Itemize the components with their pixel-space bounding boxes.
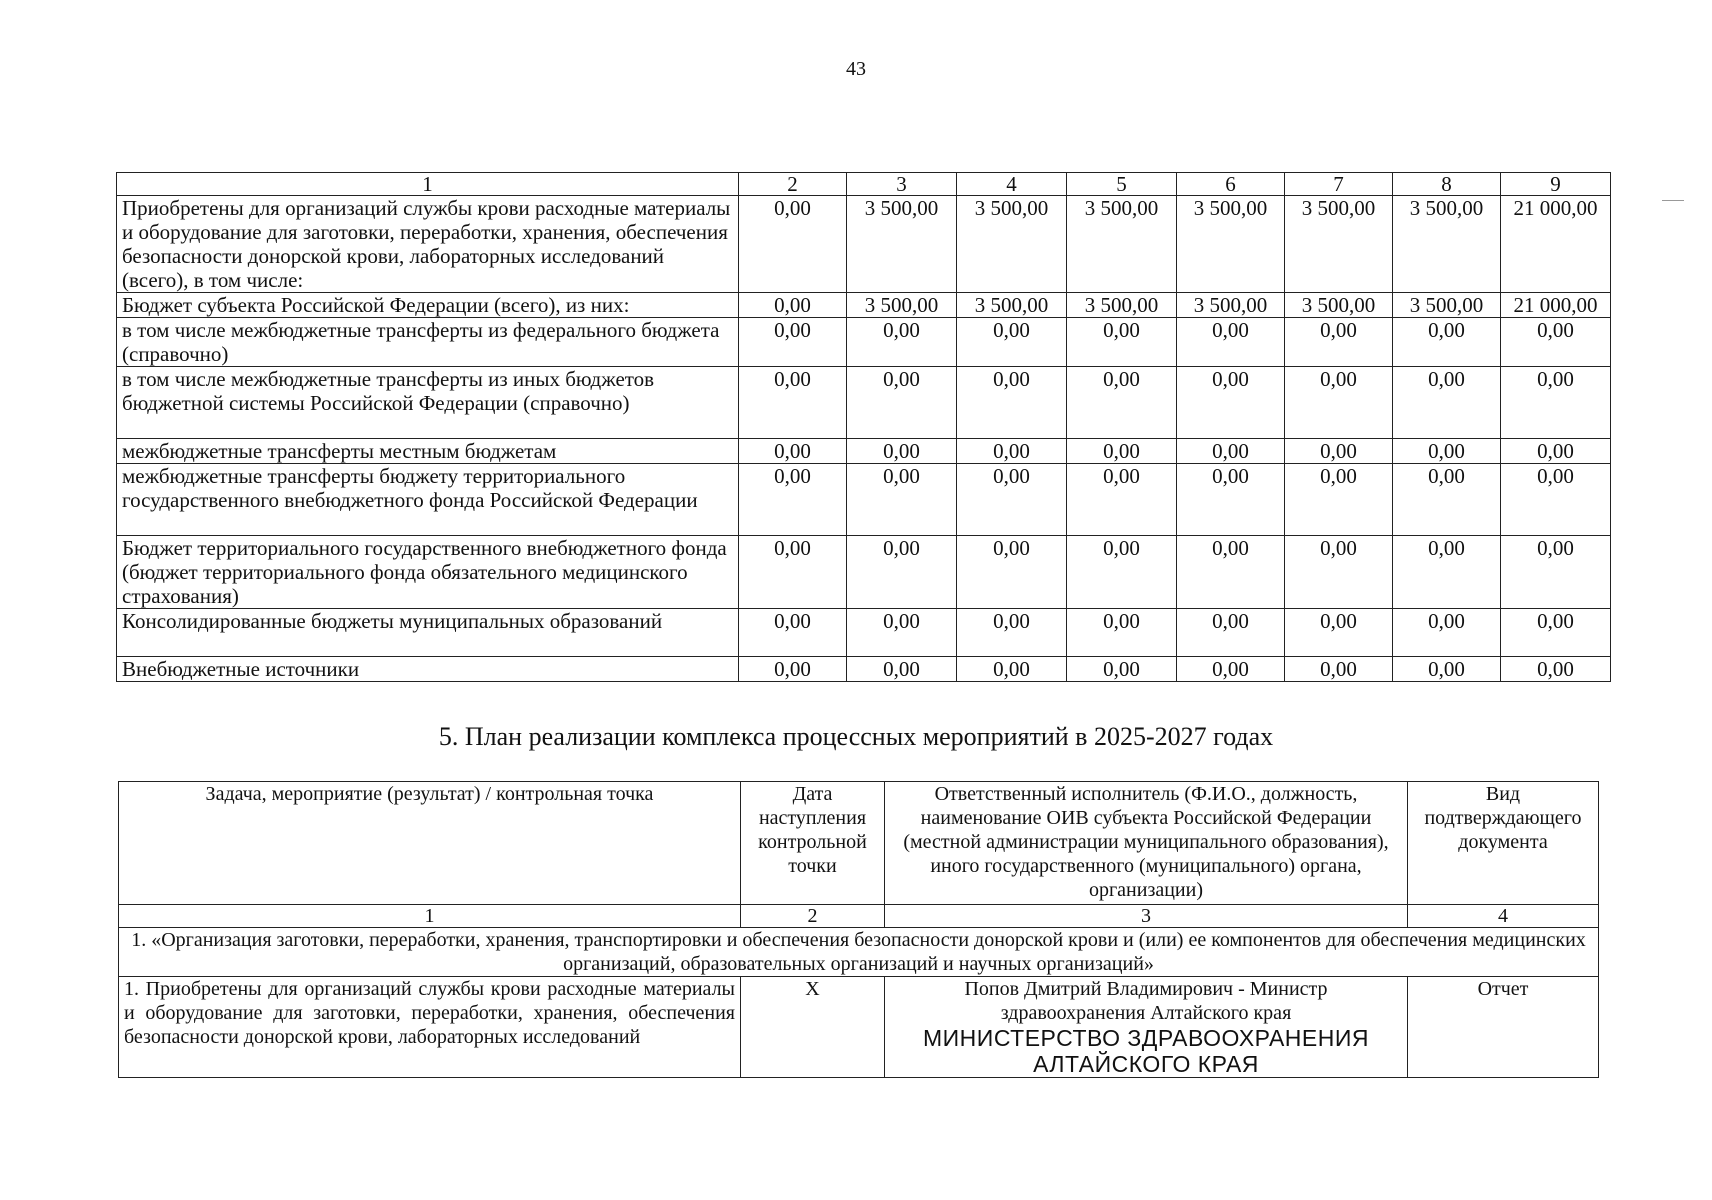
column-number: 3 — [847, 173, 957, 196]
finance-row — [117, 293, 1611, 318]
finance-value: 0,00 — [1501, 609, 1611, 657]
finance-value: 0,00 — [847, 439, 957, 464]
finance-value: 3 500,00 — [957, 196, 1067, 293]
finance-row-label: Бюджет субъекта Российской Федерации (всего), из них: — [117, 293, 739, 318]
finance-value: 0,00 — [847, 536, 957, 609]
finance-value: 0,00 — [1393, 464, 1501, 536]
finance-value: 0,00 — [1393, 657, 1501, 682]
finance-row-label: в том числе межбюджетные трансферты из иных бюджетов бюджетной системы Российской Федерации (справочно) — [117, 367, 739, 439]
column-number: 2 — [739, 173, 847, 196]
finance-row-label: Консолидированные бюджеты муниципальных образований — [117, 609, 739, 657]
finance-value: 0,00 — [1177, 367, 1285, 439]
finance-value: 0,00 — [1177, 464, 1285, 536]
finance-row — [117, 439, 1611, 464]
plan-header-row — [119, 782, 1599, 905]
task-title: 1. «Организация заготовки, переработки, хранения, транспортировки и обеспечения безопасности донорской крови и (или) ее компонентов для обеспечения медицинских организаций, образовательных организаций и научных организаций» — [119, 928, 1599, 977]
finance-row — [117, 657, 1611, 682]
finance-value: 0,00 — [1501, 536, 1611, 609]
finance-value: 0,00 — [1393, 609, 1501, 657]
margin-mark — [1662, 200, 1684, 201]
finance-value: 0,00 — [1177, 439, 1285, 464]
finance-value: 0,00 — [739, 196, 847, 293]
finance-value: 0,00 — [1501, 439, 1611, 464]
column-number: 4 — [1408, 905, 1599, 928]
column-number: 8 — [1393, 173, 1501, 196]
finance-value: 0,00 — [1067, 367, 1177, 439]
event-date: X — [741, 977, 885, 1078]
event-document: Отчет — [1408, 977, 1599, 1078]
column-number: 1 — [119, 905, 741, 928]
column-number: 6 — [1177, 173, 1285, 196]
finance-row-label: Приобретены для организаций службы крови расходные материалы и оборудование для заготовки, переработки, хранения, обеспечения безопасности донорской крови, лабораторных исследований (всего), в том числе: — [117, 196, 739, 293]
finance-row — [117, 318, 1611, 367]
finance-value: 0,00 — [1501, 318, 1611, 367]
finance-value: 0,00 — [1067, 464, 1177, 536]
finance-value: 0,00 — [957, 439, 1067, 464]
finance-table-body — [117, 173, 1611, 682]
event-name: 1. Приобретены для организаций службы крови расходные материалы и оборудование для заготовки, переработки, хранения, обеспечения безопасности донорской крови, лабораторных исследований — [119, 977, 741, 1078]
finance-value: 3 500,00 — [1177, 293, 1285, 318]
finance-value: 0,00 — [1285, 439, 1393, 464]
finance-value: 0,00 — [847, 464, 957, 536]
finance-value: 21 000,00 — [1501, 293, 1611, 318]
plan-event-row — [119, 977, 1599, 1078]
column-number: 5 — [1067, 173, 1177, 196]
finance-value: 3 500,00 — [1285, 196, 1393, 293]
plan-header-task: Задача, мероприятие (результат) / контрольная точка — [119, 782, 741, 905]
column-number: 4 — [957, 173, 1067, 196]
finance-value: 0,00 — [1285, 367, 1393, 439]
column-number: 9 — [1501, 173, 1611, 196]
finance-value: 0,00 — [1067, 536, 1177, 609]
finance-value: 0,00 — [1177, 609, 1285, 657]
event-executor-cell — [885, 977, 1408, 1078]
finance-value: 3 500,00 — [847, 196, 957, 293]
finance-row-label: межбюджетные трансферты бюджету территориального государственного внебюджетного фонда Российской Федерации — [117, 464, 739, 536]
column-number: 1 — [117, 173, 739, 196]
finance-value: 3 500,00 — [847, 293, 957, 318]
finance-value: 0,00 — [1501, 464, 1611, 536]
finance-value: 0,00 — [957, 536, 1067, 609]
finance-value: 0,00 — [1067, 657, 1177, 682]
plan-header-executor: Ответственный исполнитель (Ф.И.О., должность, наименование ОИВ субъекта Российской Федерации (местной администрации муниципального образования), иного государственного (муниципального) органа, организации) — [885, 782, 1408, 905]
finance-value: 0,00 — [957, 657, 1067, 682]
finance-value: 0,00 — [1285, 609, 1393, 657]
finance-value: 0,00 — [957, 367, 1067, 439]
column-number-row — [117, 173, 1611, 196]
finance-value: 0,00 — [739, 367, 847, 439]
organization-stamp-line-2: АЛТАЙСКОГО КРАЯ — [1033, 1051, 1259, 1077]
plan-header-document: Вид подтверждающего документа — [1408, 782, 1599, 905]
finance-value: 0,00 — [739, 439, 847, 464]
finance-value: 3 500,00 — [957, 293, 1067, 318]
finance-value: 0,00 — [1067, 439, 1177, 464]
finance-value: 0,00 — [739, 609, 847, 657]
finance-value: 0,00 — [1285, 464, 1393, 536]
finance-value: 0,00 — [739, 657, 847, 682]
finance-value: 3 500,00 — [1067, 196, 1177, 293]
finance-value: 0,00 — [1285, 657, 1393, 682]
finance-value: 0,00 — [847, 657, 957, 682]
finance-value: 0,00 — [1393, 318, 1501, 367]
plan-task-row — [119, 928, 1599, 977]
finance-table — [116, 172, 1611, 682]
finance-value: 3 500,00 — [1285, 293, 1393, 318]
finance-value: 0,00 — [1067, 318, 1177, 367]
finance-value: 0,00 — [957, 609, 1067, 657]
finance-value: 0,00 — [1501, 657, 1611, 682]
finance-value: 0,00 — [1177, 657, 1285, 682]
finance-value: 3 500,00 — [1393, 293, 1501, 318]
finance-value: 3 500,00 — [1393, 196, 1501, 293]
finance-row-label: Внебюджетные источники — [117, 657, 739, 682]
organization-stamp-line-1: МИНИСТЕРСТВО ЗДРАВООХРАНЕНИЯ — [922, 1025, 1370, 1051]
finance-value: 0,00 — [1177, 318, 1285, 367]
finance-value: 0,00 — [1067, 609, 1177, 657]
finance-value: 0,00 — [1501, 367, 1611, 439]
finance-row-label: Бюджет территориального государственного внебюджетного фонда (бюджет территориального фонда обязательного медицинского страхования) — [117, 536, 739, 609]
plan-table — [118, 781, 1599, 1078]
finance-value: 0,00 — [1393, 439, 1501, 464]
finance-value: 0,00 — [739, 293, 847, 318]
finance-value: 0,00 — [739, 536, 847, 609]
finance-value: 0,00 — [957, 318, 1067, 367]
finance-value: 0,00 — [1393, 536, 1501, 609]
finance-row-label: в том числе межбюджетные трансферты из федерального бюджета (справочно) — [117, 318, 739, 367]
finance-value: 21 000,00 — [1501, 196, 1611, 293]
finance-value: 0,00 — [739, 318, 847, 367]
plan-header-date: Дата наступления контрольной точки — [741, 782, 885, 905]
finance-value: 0,00 — [957, 464, 1067, 536]
finance-value: 3 500,00 — [1177, 196, 1285, 293]
page-number: 43 — [846, 58, 866, 80]
finance-row — [117, 464, 1611, 536]
finance-value: 0,00 — [847, 318, 957, 367]
plan-column-number-row — [119, 905, 1599, 928]
finance-value: 3 500,00 — [1067, 293, 1177, 318]
column-number: 3 — [885, 905, 1408, 928]
finance-row — [117, 367, 1611, 439]
finance-row — [117, 536, 1611, 609]
column-number: 2 — [741, 905, 885, 928]
finance-row — [117, 609, 1611, 657]
finance-row-label: межбюджетные трансферты местным бюджетам — [117, 439, 739, 464]
finance-value: 0,00 — [847, 367, 957, 439]
finance-value: 0,00 — [739, 464, 847, 536]
finance-value: 0,00 — [847, 609, 957, 657]
finance-row — [117, 196, 1611, 293]
finance-value: 0,00 — [1177, 536, 1285, 609]
finance-value: 0,00 — [1285, 318, 1393, 367]
column-number: 7 — [1285, 173, 1393, 196]
section-title: 5. План реализации комплекса процессных мероприятий в 2025-2027 годах — [438, 722, 1274, 751]
finance-value: 0,00 — [1285, 536, 1393, 609]
finance-value: 0,00 — [1393, 367, 1501, 439]
event-executor: Попов Дмитрий Владимирович - Министр здравоохранения Алтайского края — [964, 978, 1328, 1024]
